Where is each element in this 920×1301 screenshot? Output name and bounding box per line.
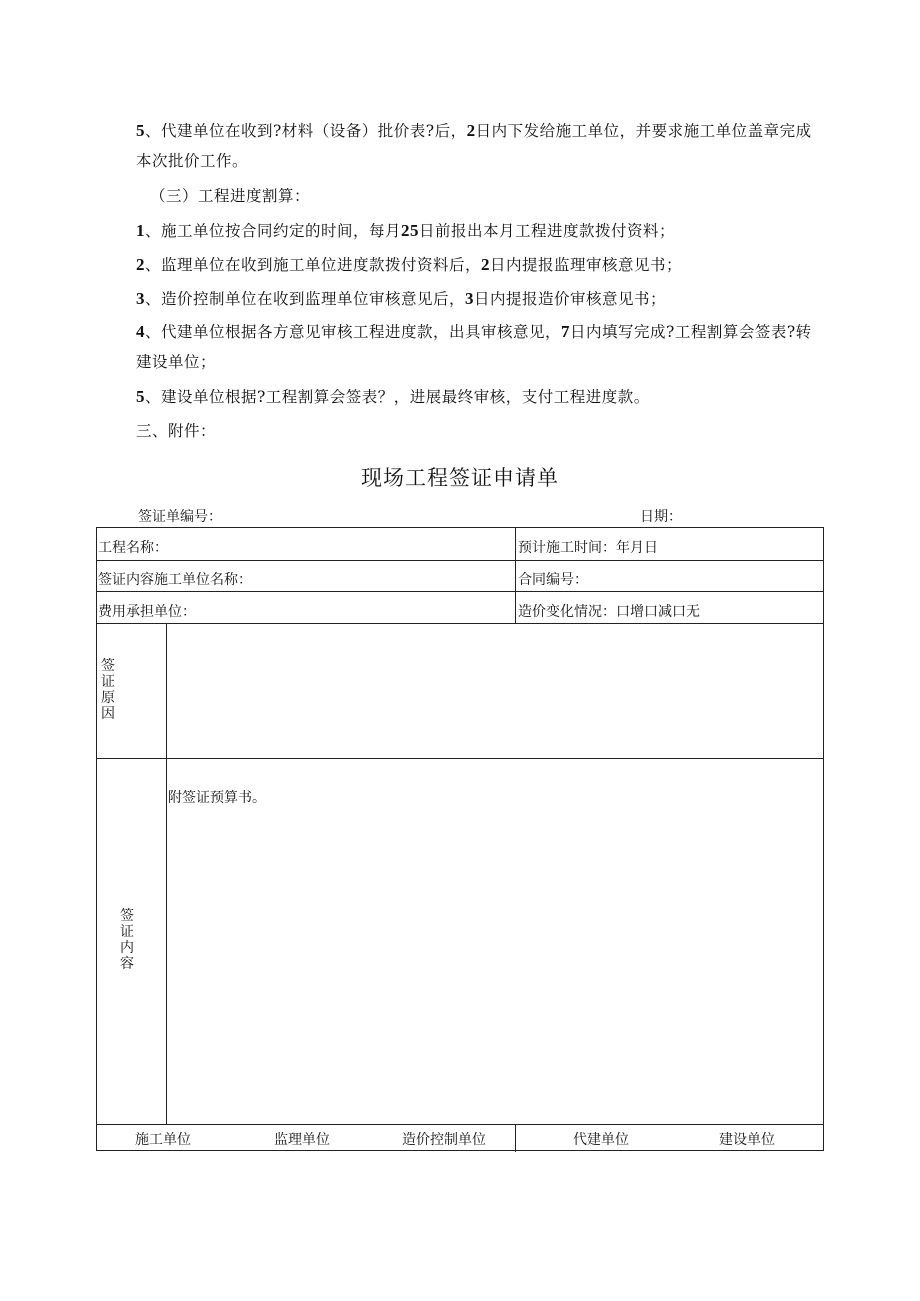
visa-reason-label: 签 证 原 因 [101, 658, 115, 722]
attachment-heading: 三、附件： [136, 422, 217, 440]
row-divider [97, 591, 823, 592]
paragraph-s3: 3、造价控制单位在收到监理单位审核意见后，3日内提报造价审核意见书； [136, 289, 667, 308]
row-divider [97, 623, 823, 624]
date-label: 日期： [640, 509, 682, 525]
signature-cost-control-unit: 造价控制单位 [402, 1132, 486, 1148]
visa-application-form [96, 527, 824, 1151]
signature-construction-unit: 施工单位 [135, 1132, 191, 1148]
visa-content-text: 附签证预算书。 [168, 790, 266, 806]
row-divider [97, 1124, 823, 1125]
col-divider [515, 1124, 516, 1152]
cost-bearer-field: 费用承担单位： [98, 604, 196, 620]
contract-number-field: 合同编号： [518, 572, 588, 588]
signature-owner-unit: 建设单位 [719, 1132, 775, 1148]
paragraph-s1: 1、施工单位按合同约定的时间，每月25日前报出本月工程进度款拨付资料； [136, 221, 676, 240]
project-name-field: 工程名称： [98, 540, 168, 556]
form-title: 现场工程签证申请单 [361, 466, 559, 490]
cost-change-field: 造价变化情况：口增口减口无 [518, 604, 700, 620]
signature-supervision-unit: 监理单位 [274, 1132, 330, 1148]
paragraph-s2: 2、监理单位在收到施工单位进度款拨付资料后，2日内提报监理审核意见书； [136, 255, 683, 274]
content-unit-field: 签证内容施工单位名称： [98, 572, 252, 588]
paragraph-s5: 5、建设单位根据?工程割算会签表？，进展最终审核，支付工程进度款。 [136, 387, 650, 406]
section-3-heading: （三）工程进度割算： [150, 187, 311, 205]
paragraph-s4: 4、代建单位根据各方意见审核工程进度款，出具审核意见，7日内填写完成?工程割算会签表?转建设单位； [136, 322, 812, 371]
col-divider [515, 528, 516, 623]
planned-time-field: 预计施工时间：年月日 [518, 540, 658, 556]
paragraph-5-price-approval: 5、代建单位在收到?材料（设备）批价表?后，2日内下发给施工单位，并要求施工单位盖章完成本次批价工作。 [136, 121, 812, 170]
row-divider [97, 758, 823, 759]
col-divider [166, 623, 167, 1124]
visa-number-label: 签证单编号： [138, 509, 222, 525]
row-divider [97, 560, 823, 561]
visa-content-label: 签 证 内 容 [120, 908, 134, 972]
signature-agent-unit: 代建单位 [573, 1132, 629, 1148]
